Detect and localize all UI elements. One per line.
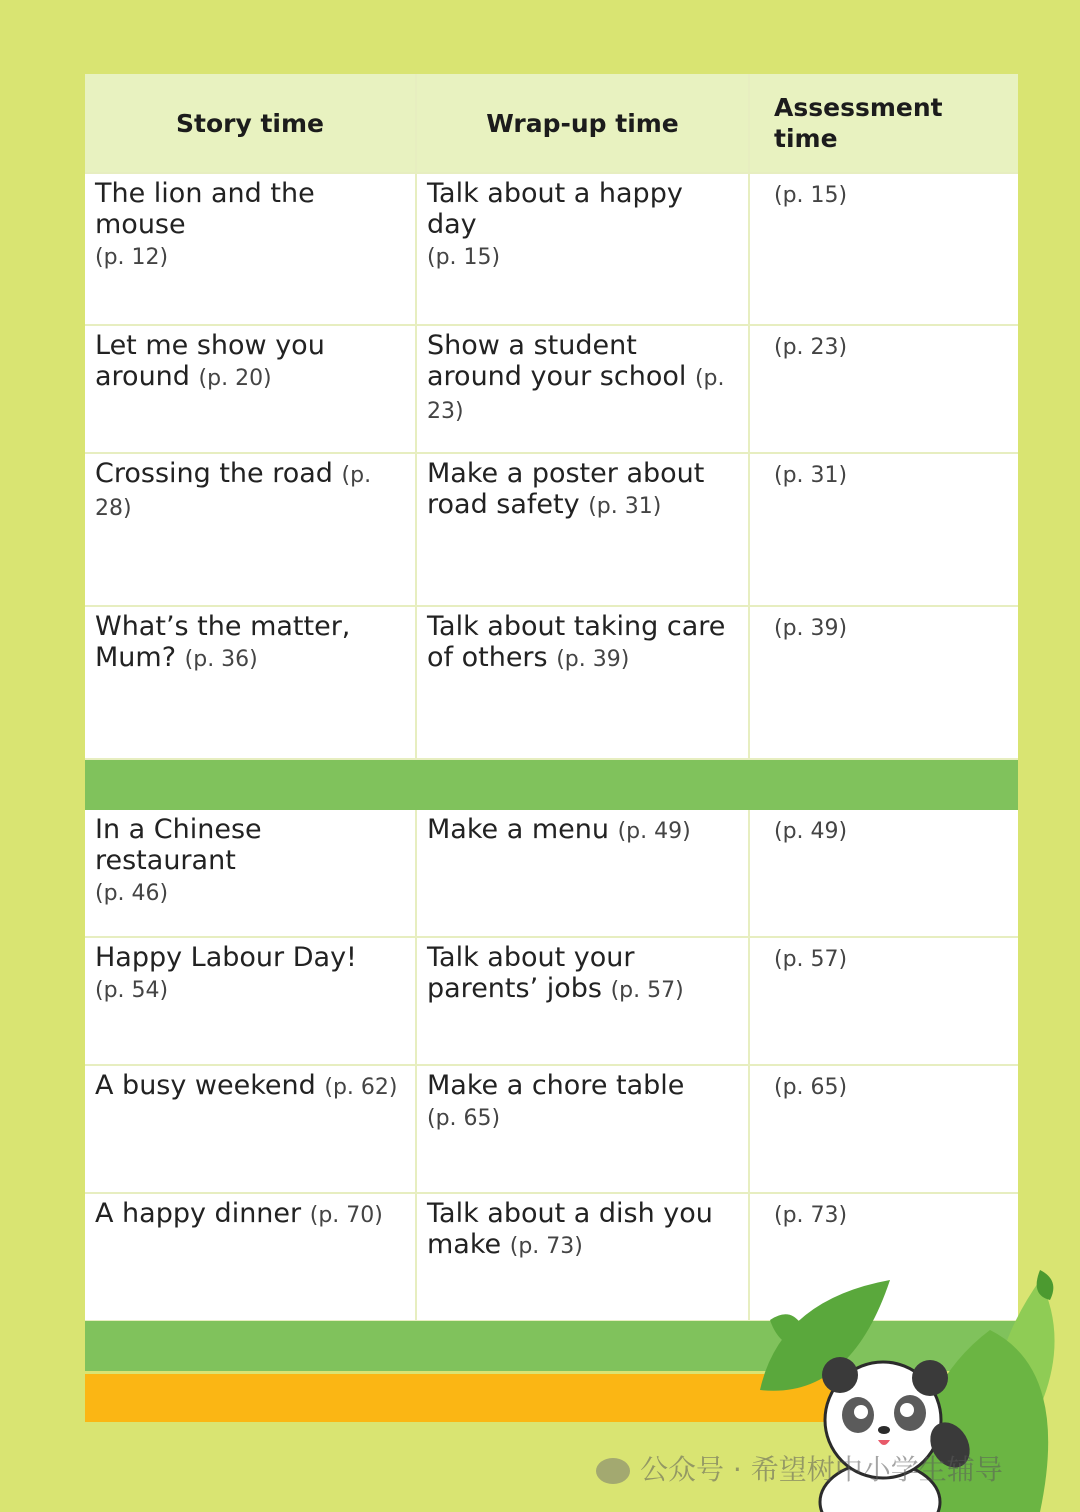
footer-orange-band: [85, 1374, 845, 1422]
wrap-up-cell-page-ref: (p. 73): [509, 1234, 583, 1259]
story-cell-text: In a Chinese restaurant: [95, 814, 262, 876]
table-header-row: [85, 74, 1018, 174]
wrap-up-cell-page-ref: (p. 39): [556, 647, 630, 672]
assessment-cell-page-ref: (p. 23): [774, 335, 848, 360]
assessment-cell: [750, 938, 1018, 1064]
wrap-up-cell-text: Show a student around your school: [427, 330, 687, 392]
wrap-up-cell-page-ref: (p. 49): [617, 819, 691, 844]
story-cell-text: What’s the matter, Mum?: [95, 611, 351, 673]
curriculum-table: [85, 74, 1018, 1322]
story-cell-text: Happy Labour Day!: [95, 942, 357, 973]
wrap-up-cell-page-ref: (p. 15): [427, 245, 501, 270]
assessment-cell-page-ref: (p. 73): [774, 1203, 848, 1228]
story-cell-text: Crossing the road: [95, 458, 333, 489]
header-story-time: Story time: [85, 74, 417, 172]
story-cell-text: The lion and the mouse: [95, 178, 315, 240]
story-cell-page-ref: (p. 46): [95, 881, 169, 906]
section-divider: [85, 760, 1018, 810]
story-cell-text: Let me show you around: [95, 330, 325, 392]
assessment-cell: [750, 454, 1018, 605]
assessment-cell: [750, 174, 1018, 324]
assessment-cell: [750, 326, 1018, 452]
assessment-cell-page-ref: (p. 57): [774, 947, 848, 972]
assessment-cell-page-ref: (p. 31): [774, 463, 848, 488]
story-cell: [85, 326, 417, 452]
story-cell-page-ref: (p. 12): [95, 245, 169, 270]
table-row: [85, 810, 1018, 938]
header-wrap-up-time: Wrap-up time: [417, 74, 750, 172]
watermark-text: 公众号 · 希望树中小学生辅导: [640, 1453, 1003, 1486]
wrap-up-cell-page-ref: (p. 57): [610, 978, 684, 1003]
table-row: [85, 326, 1018, 454]
story-cell-page-ref: (p. 54): [95, 978, 169, 1003]
story-cell-text: A happy dinner: [95, 1198, 302, 1229]
wrap-up-cell-text: Talk about a dish you make: [427, 1198, 713, 1260]
assessment-cell: [750, 607, 1018, 758]
story-cell: [85, 454, 417, 605]
wrap-up-cell-text: Talk about a happy day: [427, 178, 683, 240]
wrap-up-cell-page-ref: (p. 23): [427, 366, 725, 424]
story-cell: [85, 1066, 417, 1192]
watermark: [596, 1448, 1003, 1488]
assessment-cell-page-ref: (p. 49): [774, 819, 848, 844]
story-cell-page-ref: (p. 28): [95, 463, 372, 521]
story-cell-text: A busy weekend: [95, 1070, 316, 1101]
wrap-up-cell: [417, 174, 750, 324]
assessment-cell-page-ref: (p. 65): [774, 1075, 848, 1100]
story-cell: [85, 810, 417, 936]
wechat-icon: [596, 1458, 630, 1484]
table-row: [85, 454, 1018, 607]
wrap-up-cell-text: Make a menu: [427, 814, 609, 845]
table-body-top: [85, 174, 1018, 760]
story-cell-page-ref: (p. 20): [198, 366, 272, 391]
story-cell-page-ref: (p. 62): [324, 1075, 398, 1100]
wrap-up-cell-text: Make a poster about road safety: [427, 458, 705, 520]
wrap-up-cell-text: Talk about your parents’ jobs: [427, 942, 635, 1004]
story-cell-page-ref: (p. 70): [309, 1203, 383, 1228]
wrap-up-cell-page-ref: (p. 65): [427, 1106, 501, 1131]
wrap-up-cell: [417, 454, 750, 605]
story-cell: [85, 1194, 417, 1320]
story-cell-page-ref: (p. 36): [184, 647, 258, 672]
wrap-up-cell: [417, 810, 750, 936]
story-cell: [85, 174, 417, 324]
table-row: [85, 174, 1018, 326]
header-assessment-time: Assessment time: [750, 74, 1018, 172]
wrap-up-cell: [417, 326, 750, 452]
table-row: [85, 1066, 1018, 1194]
assessment-cell-page-ref: (p. 39): [774, 616, 848, 641]
wrap-up-cell-text: Make a chore table: [427, 1070, 685, 1101]
assessment-cell: [750, 810, 1018, 936]
assessment-cell: [750, 1066, 1018, 1192]
table-row: [85, 938, 1018, 1066]
table-row: [85, 607, 1018, 760]
wrap-up-cell: [417, 1066, 750, 1192]
wrap-up-cell: [417, 1194, 750, 1320]
story-cell: [85, 938, 417, 1064]
assessment-cell-page-ref: (p. 15): [774, 183, 848, 208]
wrap-up-cell-page-ref: (p. 31): [588, 494, 662, 519]
wrap-up-cell: [417, 607, 750, 758]
wrap-up-cell: [417, 938, 750, 1064]
story-cell: [85, 607, 417, 758]
wrap-up-cell-text: Talk about taking care of others: [427, 611, 726, 673]
